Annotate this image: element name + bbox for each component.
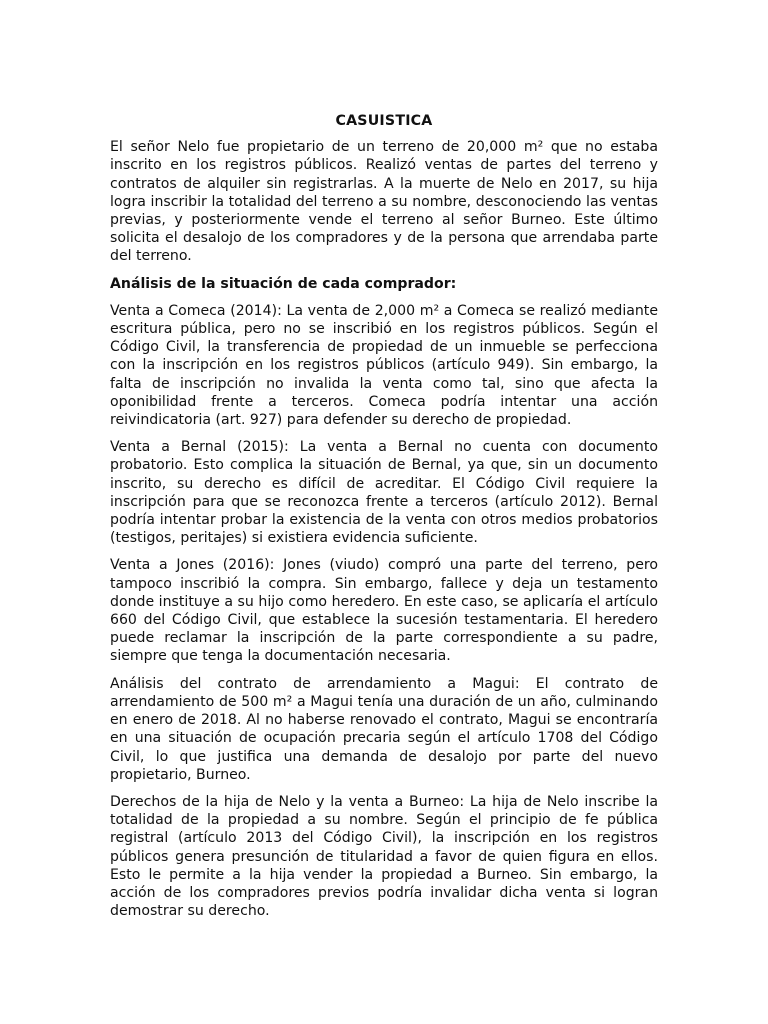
paragraph-comeca: Venta a Comeca (2014): La venta de 2,000 m² a Comeca se realizó mediante escritura pública, pero no se inscribió en los registros públicos. Según el Código Civil, la transferencia de propiedad de un inmueble se perfecciona con la inscripción en los registros públicos (artículo 949). Sin embargo, la falta de inscripción no invalida la venta como tal, sino que afecta la oponibilidad frente a terceros. Comeca podría intentar una acción reivindicatoria (art. 927) para defender su derecho de propiedad. bbox=[110, 302, 658, 429]
paragraph-jones: Venta a Jones (2016): Jones (viudo) compró una parte del terreno, pero tampoco inscribió la compra. Sin embargo, fallece y deja un testamento donde instituye a su hijo como heredero. En este caso, se aplicaría el artículo 660 del Código Civil, que establece la sucesión testamentaria. El heredero puede reclamar la inscripción de la parte correspondiente a su padre, siempre que tenga la documentación necesaria. bbox=[110, 557, 658, 665]
paragraph-hija: Derechos de la hija de Nelo y la venta a Burneo: La hija de Nelo inscribe la totalidad de la propiedad a su nombre. Según el principio de fe pública registral (artículo 2013 del Código Civil), la inscripción en los registros públicos genera presunción de titularidad a favor de quien figura en ellos. Esto le permite a la hija vender la propiedad a Burneo. Sin embargo, la acción de los compradores previos podría invalidar dicha venta si logran demostrar su derecho. bbox=[110, 793, 658, 920]
document-title: CASUISTICA bbox=[335, 113, 433, 129]
paragraph-intro: El señor Nelo fue propietario de un terreno de 20,000 m² que no estaba inscrito en los registros públicos. Realizó ventas de partes del terreno y contratos de alquiler sin registrarlas. A la muerte de Nelo en 2017, su hija logra inscribir la totalidad del terreno a su nombre, desconociendo las ventas previas, y posteriormente vende el terreno al señor Burneo. Este último solicita el desalojo de los compradores y de la persona que arrendaba parte del terreno. bbox=[110, 139, 658, 265]
paragraph-magui: Análisis del contrato de arrendamiento a Magui: El contrato de arrendamiento de 500 m² a Magui tenía una duración de un año, culminando en enero de 2018. Al no haberse renovado el contrato, Magui se encontraría en una situación de ocupación precaria según el artículo 1708 del Código Civil, lo que justifica una demanda de desalojo por parte del nuevo propietario, Burneo. bbox=[110, 675, 658, 783]
paragraph-bernal: Venta a Bernal (2015): La venta a Bernal no cuenta con documento probatorio. Esto complica la situación de Bernal, ya que, sin un documento inscrito, su derecho es difícil de acreditar. El Código Civil requiere la inscripción para que se reconozca frente a terceros (artículo 2012). Bernal podría intentar probar la existencia de la venta con otros medios probatorios (testigos, peritajes) si existiera evidencia suficiente. bbox=[110, 439, 658, 547]
document-page bbox=[110, 112, 658, 929]
section-heading: Análisis de la situación de cada comprador: bbox=[110, 275, 457, 292]
